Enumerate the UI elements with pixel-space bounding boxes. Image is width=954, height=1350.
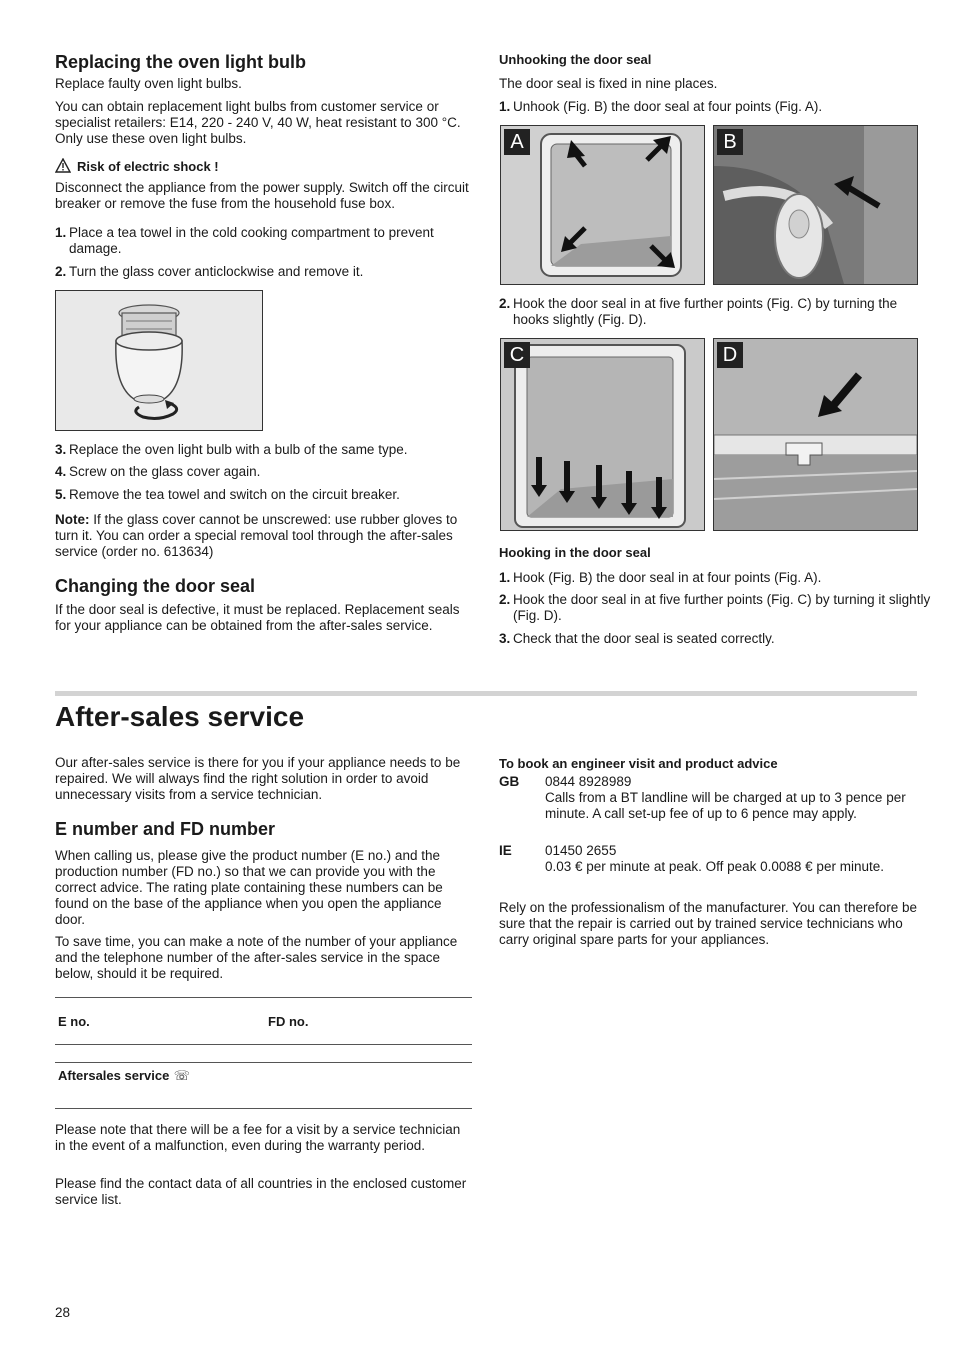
contact-detail: Calls from a BT landline will be charged at up to 3 pence per minute. A call set-up fee of up to 6 pence may apply. [545,790,906,821]
figure-label-b: B [717,129,743,155]
step-number: 1. [55,225,67,240]
e-number-text-1: When calling us, please give the product number (E no.) and the production number (FD no.) so that we can provide you with the correct advice. The rating plate containing these numbers can be found on the base of the appliance when you open the appliance door. [55,848,443,927]
figure-d [713,338,918,531]
step-text: Hook (Fig. B) the door seal in at four points (Fig. A). [513,570,822,585]
step-text: Remove the tea towel and switch on the circuit breaker. [69,487,400,502]
unhook-intro: The door seal is fixed in nine places. [499,76,718,91]
contact-country: GB [499,774,520,789]
step-text: Place a tea towel in the cold cooking compartment to prevent damage. [69,225,434,256]
hook-step-3 [499,631,933,647]
bulb-heading: Replacing the oven light bulb [55,52,307,72]
figure-label-d: D [717,342,743,368]
figure-label-c: C [504,342,530,368]
hook-heading: Hooking in the door seal [499,545,651,560]
warning-title-row [55,158,473,178]
step-text: Unhook (Fig. B) the door seal at four points (Fig. A). [513,99,823,114]
form-line [55,997,472,998]
page-number: 28 [55,1305,71,1320]
e-no-label: E no. [58,1014,90,1029]
warning-text: Disconnect the appliance from the power supply. Switch off the circuit breaker or remove the fuse from the household fuse box. [55,180,469,211]
aftersales-label: Aftersales service [58,1068,170,1083]
door-seal-heading: Changing the door seal [55,576,256,596]
hook-step-2 [499,592,933,624]
step-text: Check that the door seal is seated correctly. [513,631,775,646]
step-text: Turn the glass cover anticlockwise and remove it. [69,264,364,279]
note-label: Note: [55,512,90,527]
warning-title: Risk of electric shock ! [77,159,219,174]
contact-phone: 01450 2655 [545,843,617,858]
step-text: Screw on the glass cover again. [69,464,261,479]
form-line [55,1108,472,1109]
step-number: 5. [55,487,67,502]
book-heading: To book an engineer visit and product advice [499,756,778,771]
bulb-intro: Replace faulty oven light bulbs. [55,76,242,91]
note-text: If the glass cover cannot be unscrewed: use rubber gloves to turn it. You can order a special removal tool through the after-sales service (order no. 613634) [55,512,458,559]
figure-c [500,338,705,531]
bulb-step-1 [55,225,473,257]
bulb-step-5 [55,487,473,503]
hook-step-1 [499,570,933,586]
unhook-step-1 [499,99,919,115]
step-text: Hook the door seal in at five further points (Fig. C) by turning it slightly (Fig. D). [513,592,931,623]
unhook-heading: Unhooking the door seal [499,52,652,67]
step-number: 3. [499,631,511,646]
telephone-icon: ☏ [173,1068,191,1083]
figure-label-a: A [504,129,530,155]
rely-text: Rely on the professionalism of the manufacturer. You can therefore be sure that the repair is carried out by trained service technicians who carry original spare parts for your appliances. [499,900,918,947]
step-number: 2. [499,592,511,607]
figure-a [500,125,705,285]
step-number: 2. [499,296,511,311]
bulb-info: You can obtain replacement light bulbs from customer service or specialist retailers: E14, 220 - 240 V, 40 W, heat resistant to 300 °C. Only use these oven light bulbs. [55,99,461,146]
section-title: After-sales service [55,701,305,732]
figure-b [713,125,918,285]
contact-note: Please find the contact data of all countries in the enclosed customer service list. [55,1176,467,1207]
fd-no-label: FD no. [268,1014,309,1029]
step-text: Hook the door seal in at five further points (Fig. C) by turning the hooks slightly (Fig. D). [513,296,898,327]
step-number: 1. [499,570,511,585]
step-number: 2. [55,264,67,279]
warning-triangle-icon [55,158,71,178]
bulb-step-4 [55,464,473,480]
form-line [55,1062,472,1063]
step-number: 4. [55,464,67,479]
contact-country: IE [499,843,512,858]
step-text: Replace the oven light bulb with a bulb of the same type. [69,442,408,457]
e-number-heading: E number and FD number [55,819,276,839]
contact-phone: 0844 8928989 [545,774,632,789]
bulb-step-3 [55,442,473,458]
e-number-text-2: To save time, you can make a note of the number of your appliance and the telephone number of the after-sales service in the space below, should it be required. [55,934,458,981]
form-line [55,1044,472,1045]
aftersales-intro: Our after-sales service is there for you if your appliance needs to be repaired. We will always find the right solution in order to avoid unnecessary visits from a service technician. [55,755,461,802]
step-number: 1. [499,99,511,114]
door-seal-text: If the door seal is defective, it must be replaced. Replacement seals for your appliance can be obtained from the after-sales service. [55,602,460,633]
contact-detail: 0.03 € per minute at peak. Off peak 0.0088 € per minute. [545,859,884,874]
note-paragraph [55,512,473,560]
fee-note: Please note that there will be a fee for a visit by a service technician in the event of a malfunction, even during the warranty period. [55,1122,461,1153]
aftersales-label-row [58,1067,190,1085]
unhook-step-2 [499,296,933,328]
light-cover-figure [55,290,263,431]
step-number: 3. [55,442,67,457]
bulb-step-2 [55,264,473,280]
section-rule [55,691,917,696]
